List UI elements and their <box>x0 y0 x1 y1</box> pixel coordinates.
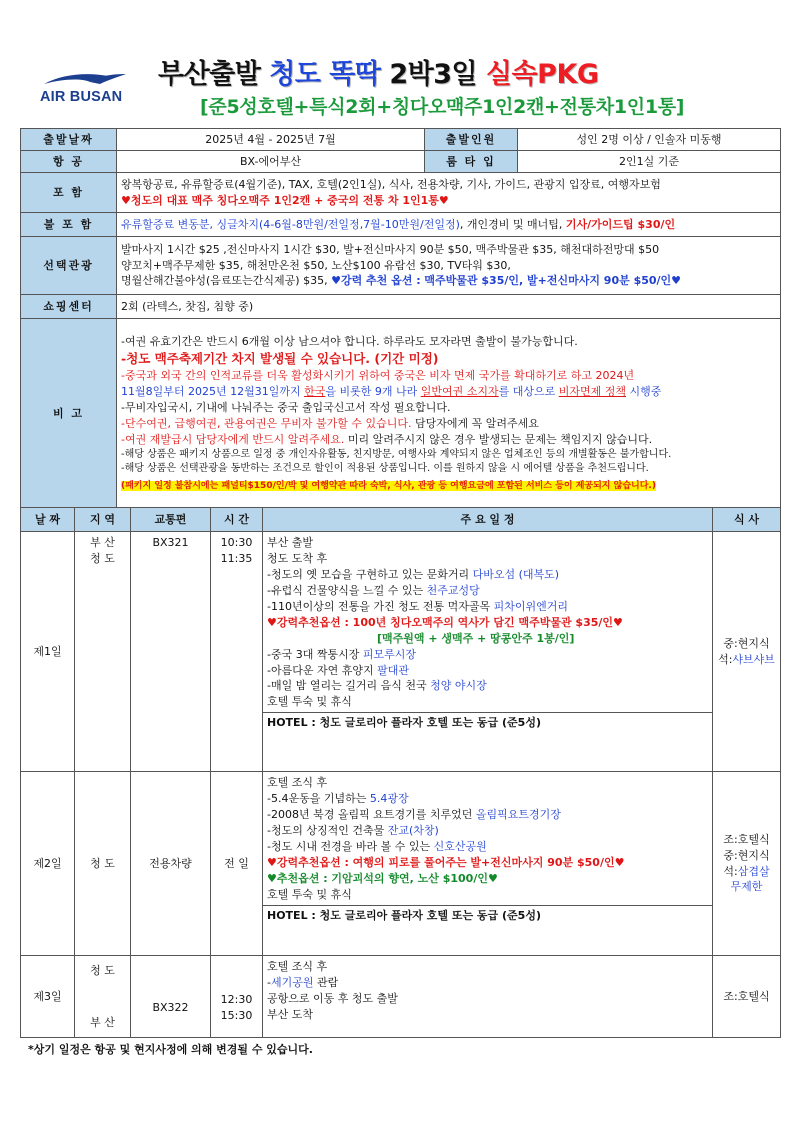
day3-time <box>211 956 263 1038</box>
optional-line-3a: 명월산해간불야성(음료또는간식제공) $35, <box>121 274 332 288</box>
title-part-1: 부산출발 <box>158 59 270 90</box>
exclude-part-c: 기사/가이드팁 $30/인 <box>565 217 676 231</box>
day1-line-2: 청도 도착 후 <box>267 551 328 565</box>
day2-row <box>21 772 781 956</box>
footnote: *상기 일정은 항공 및 현지사정에 의해 변경될 수 있습니다. <box>28 1043 313 1056</box>
schedule-table <box>20 507 781 1038</box>
day1-line-5b: 피차이위엔거리 <box>493 599 568 613</box>
day2-hotel: HOTEL : 청도 글로리아 플라자 호텔 또는 동급 (준5성) <box>263 905 712 926</box>
day2-meal-4: 무제한 <box>730 880 763 894</box>
day2-line-1: 호텔 조식 후 <box>267 776 328 789</box>
day2-line-2a: -5.4운동을 기념하는 <box>267 791 370 805</box>
day1-line-6: ♥강력추천옵션 : 100년 칭다오맥주의 역사가 담긴 맥주박물관 $35/인♥ <box>267 615 623 629</box>
day3-line-1: 호텔 조식 후 <box>267 960 328 973</box>
day2-meal-1: 조:호텔식 <box>723 832 770 846</box>
day2-line-5a: -청도 시내 전경을 바라 볼 수 있는 <box>267 839 434 853</box>
include-line-2: ♥청도의 대표 맥주 칭다오맥주 1인2캔 + 중국의 전통 차 1인1통♥ <box>121 193 449 207</box>
info-row-shopping <box>21 295 781 319</box>
day2-line-3b: 올림픽요트경기장 <box>475 807 561 821</box>
day1-line-9b: 팔대관 <box>377 663 409 677</box>
day2-line-7: ♥추천옵션 : 기암괴석의 향연, 노산 $100/인♥ <box>267 871 498 885</box>
exclude-part-b: , 개인경비 및 매너팁, <box>459 217 566 231</box>
day2-meals <box>713 772 781 956</box>
header-transport: 교통편 <box>131 508 211 532</box>
include-value <box>117 173 781 213</box>
day1-meal-2a: 석: <box>718 652 733 666</box>
day3-region-1: 청 도 <box>90 963 115 977</box>
day1-line-9a: -아름다운 자연 휴양지 <box>267 663 378 677</box>
day1-hotel: HOTEL : 청도 글로리아 플라자 호텔 또는 동급 (준5성) <box>263 712 712 733</box>
day2-line-8: 호텔 투숙 및 휴식 <box>267 887 352 901</box>
wing-logo-icon <box>42 70 127 88</box>
day1-line-8a: -중국 3대 짝퉁시장 <box>267 647 363 661</box>
day3-row <box>21 956 781 1038</box>
day3-region-2: 부 산 <box>90 1015 115 1029</box>
note-1: -여권 유효기간은 반드시 6개월 이상 남으셔야 합니다. 하루라도 모자라면 출발이 불가능합니다. <box>121 335 578 349</box>
note-4f: 비자면제 정책 <box>558 385 627 399</box>
day1-line-4a: -유럽식 건물양식을 느낄 수 있는 <box>267 583 427 597</box>
exclude-label: 불 포 함 <box>21 213 117 237</box>
header-region: 지 역 <box>75 508 131 532</box>
note-9: -해당 상품은 선택관광을 동반하는 조건으로 할인이 적용된 상품입니다. 이를 원하지 않을 시 에어텔 상품을 추천드립니다. <box>121 463 649 475</box>
day1-itinerary <box>263 532 713 772</box>
day1-line-10a: -매일 밤 열리는 길거리 음식 천국 <box>267 679 431 693</box>
note-7b: 미리 알려주시지 않은 경우 발생되는 문제는 책임지지 않습니다. <box>344 432 653 446</box>
day1-line-10b: 청양 야시장 <box>430 679 487 693</box>
day1-line-3b: 다바오섬 (대복도) <box>472 567 560 581</box>
day1-meal-2b: 샤브샤브 <box>732 652 775 666</box>
day1-time-1: 10:30 <box>220 536 253 549</box>
day2-line-4b: 잔교(차창) <box>387 823 439 837</box>
header-date: 날 짜 <box>21 508 75 532</box>
day3-itinerary <box>263 956 713 1038</box>
page-header <box>0 0 800 125</box>
day3-line-2c: 관람 <box>313 975 339 989</box>
day1-region <box>75 532 131 772</box>
optional-line-2: 양꼬치+맥주무제한 $35, 해천만온천 $50, 노산$100 유람선 $30, TV타워 $30, <box>121 258 511 272</box>
people-label: 출발인원 <box>425 129 518 151</box>
day2-meal-3a: 석: <box>723 864 738 878</box>
include-line-1: 왕복항공료, 유류할증료(4월기준), TAX, 호텔(2인1실), 식사, 전용차량, 기사, 가이드, 관광지 입장료, 여행자보험 <box>121 177 661 191</box>
note-4b: 한국 <box>304 385 326 399</box>
day1-line-4b: 천주교성당 <box>426 583 480 597</box>
day1-region-2: 청 도 <box>90 551 115 565</box>
day2-line-5b: 신호산공원 <box>433 839 487 853</box>
day2-time: 전 일 <box>211 772 263 956</box>
schedule-header-row <box>21 508 781 532</box>
day2-region: 청 도 <box>75 772 131 956</box>
day2-meal-3b: 삼겹살 <box>737 864 770 878</box>
day3-meal: 조:호텔식 <box>713 956 781 1038</box>
info-row-exclude <box>21 213 781 237</box>
day1-line-3a: -청도의 옛 모습을 구현하고 있는 문화거리 <box>267 567 473 581</box>
room-value: 2인1실 기준 <box>518 151 781 173</box>
note-4e: 를 대상으로 <box>498 385 559 399</box>
info-row-depart <box>21 129 781 151</box>
note-4g: 시행중 <box>626 385 662 399</box>
page-subtitle: [준5성호텔+특식2회+칭다오맥주1인2캔+전통차1인1통] <box>200 96 685 118</box>
shopping-value: 2회 (라텍스, 찻집, 침향 중) <box>117 295 781 319</box>
day1-line-8b: 피모루시장 <box>362 647 416 661</box>
note-3: -중국과 외국 간의 인적교류를 더욱 활성화시키기 위하여 중국은 비자 면제 국가를 확대하기로 하고 2024년 <box>121 369 635 383</box>
day3-flight: BX322 <box>131 956 211 1038</box>
optional-value <box>117 237 781 295</box>
people-value: 성인 2명 이상 / 인솔자 미동행 <box>518 129 781 151</box>
day1-time <box>211 532 263 772</box>
depart-value: 2025년 4월 - 2025년 7월 <box>117 129 425 151</box>
day2-line-2b: 5.4광장 <box>369 791 409 805</box>
exclude-part-a: 유류할증료 변동분, 싱글차지(4-6월-8만원/전일정,7월-10만원/전일정) <box>121 217 460 231</box>
day3-line-3: 공항으로 이동 후 청도 출발 <box>267 991 398 1005</box>
header-time: 시 간 <box>211 508 263 532</box>
day3-region <box>75 956 131 1038</box>
room-label: 룸 타 입 <box>425 151 518 173</box>
note-5: -무비자입국시, 기내에 나눠주는 중국 출입국신고서 작성 필요합니다. <box>121 401 451 415</box>
notes-label: 비 고 <box>21 319 117 509</box>
note-2: -청도 맥주축제기간 차지 발생될 수 있습니다. (기간 미정) <box>121 351 439 367</box>
airline-value: BX-에어부산 <box>117 151 425 173</box>
day1-row <box>21 532 781 772</box>
day3-time-1: 12:30 <box>220 993 253 1007</box>
day1-meals <box>713 532 781 772</box>
day1-line-11: 호텔 투숙 및 휴식 <box>267 695 352 709</box>
title-part-4: 실속PKG <box>486 59 599 90</box>
day1-line-7: [맥주원액 + 생맥주 + 땅콩안주 1봉/인] <box>377 631 575 645</box>
day1-line-5a: -110년이상의 전통을 가진 청도 전통 먹자골목 <box>267 599 494 613</box>
day2-date: 제2일 <box>21 772 75 956</box>
title-part-2: 청도 똑딱 <box>269 59 381 90</box>
info-table <box>20 128 781 509</box>
header-itinerary: 주 요 일 정 <box>263 508 713 532</box>
notes-value <box>117 319 781 509</box>
day3-line-2a: - <box>267 975 271 989</box>
exclude-value <box>117 213 781 237</box>
day2-meal-2: 중:현지식 <box>723 848 770 862</box>
shopping-label: 쇼핑센터 <box>21 295 117 319</box>
day1-date: 제1일 <box>21 532 75 772</box>
note-4d: 일반여권 소지자 <box>420 385 499 399</box>
logo-text: AIR BUSAN <box>40 89 123 105</box>
day1-region-1: 부 산 <box>90 536 115 549</box>
day3-line-4: 부산 도착 <box>267 1007 314 1021</box>
day1-meal-1: 중:현지식 <box>723 636 770 650</box>
info-row-airline <box>21 151 781 173</box>
optional-label: 선택관광 <box>21 237 117 295</box>
note-4a: 11월8일부터 2025년 12월31일까지 <box>121 385 305 399</box>
note-6a: -단수여권, 급행여권, 관용여권은 무비자 불가할 수 있습니다. <box>121 416 412 430</box>
note-7a: -여권 재발급시 담당자에게 반드시 알려주세요. <box>121 432 345 446</box>
note-6b: 담당자에게 꼭 알려주세요 <box>411 416 539 430</box>
day2-transport: 전용차량 <box>131 772 211 956</box>
optional-line-3b: ♥강력 추천 옵션 : 맥주박물관 $35/인, 발+전신마사지 90분 $50/인♥ <box>331 274 682 288</box>
day2-line-6: ♥강력추천옵션 : 여행의 피로를 풀어주는 발+전신마사지 90분 $50/인♥ <box>267 855 625 869</box>
header-meal: 식 사 <box>713 508 781 532</box>
day3-time-2: 15:30 <box>220 1009 253 1022</box>
day1-flight: BX321 <box>131 532 211 772</box>
day2-line-4a: -청도의 상징적인 건축물 <box>267 823 388 837</box>
optional-line-1: 발마사지 1시간 $25 ,전신마사지 1시간 $30, 발+전신마사지 90분 $50, 맥주박물관 $35, 해천대하전망대 $50 <box>121 242 660 256</box>
note-8: -해당 상품은 패키지 상품으로 일정 중 개인자유활동, 친지방문, 여행사와 계약되지 않은 업체조인 등의 개별활동은 불가합니다. <box>121 448 672 460</box>
depart-label: 출발날짜 <box>21 129 117 151</box>
day2-line-3a: -2008년 북경 올림픽 요트경기를 치루었던 <box>267 807 476 821</box>
air-busan-logo <box>38 70 133 110</box>
day2-itinerary <box>263 772 713 956</box>
include-label: 포 함 <box>21 173 117 213</box>
note-10: (패키지 일정 불참시에는 패널티$150/인/박 및 여행약관 따라 숙박, 식사, 관광 등 여행요금에 포함된 서비스 등이 제공되지 않습니다.) <box>121 480 656 491</box>
info-row-include <box>21 173 781 213</box>
title-part-3: 2박3일 <box>380 59 487 90</box>
day3-line-2b: 세기공원 <box>270 975 314 989</box>
day1-time-2: 11:35 <box>220 551 253 565</box>
day1-line-1: 부산 출발 <box>267 536 314 549</box>
note-4c: 을 비롯한 9개 나라 <box>325 385 421 399</box>
day3-date: 제3일 <box>21 956 75 1038</box>
airline-label: 항 공 <box>21 151 117 173</box>
info-row-optional <box>21 237 781 295</box>
page-title <box>158 52 768 91</box>
info-row-notes <box>21 319 781 509</box>
